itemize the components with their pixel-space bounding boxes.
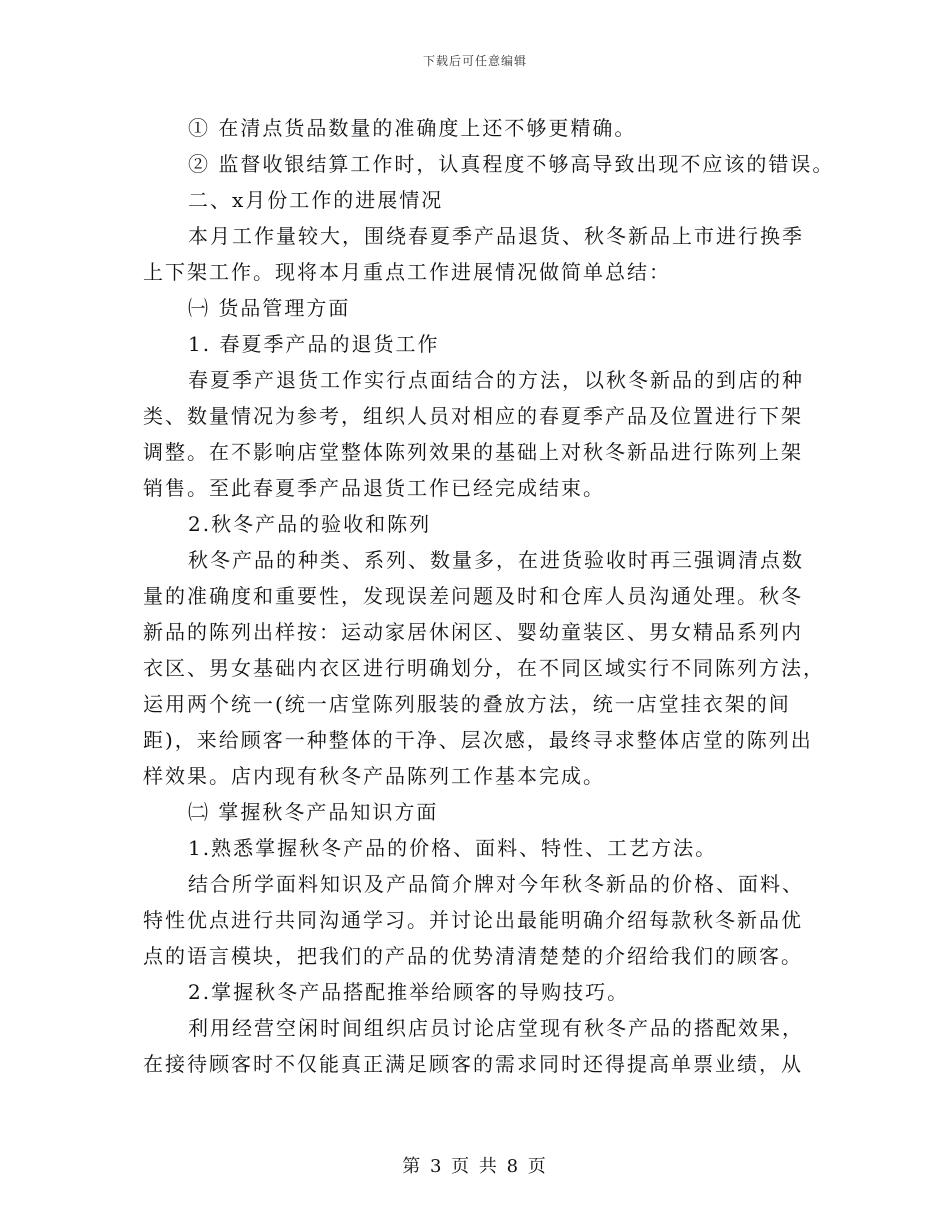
paragraph-line: 特性优点进行共同沟通学习。并讨论出最能明确介绍每款秋冬新品优 xyxy=(143,908,803,932)
paragraph-line: 结合所学面料知识及产品简介牌对今年秋冬新品的价格、面料、 xyxy=(188,872,804,896)
item-heading: 1. 春夏季产品的退货工作 xyxy=(188,332,440,356)
paragraph-line: 点的语言模块，把我们的产品的优势清清楚楚的介绍给我们的顾客。 xyxy=(143,944,803,968)
item-heading: 1.熟悉掌握秋冬产品的价格、面料、特性、工艺方法。 xyxy=(188,836,718,860)
paragraph-line: 量的准确度和重要性，发现误差问题及时和仓库人员沟通处理。秋冬 xyxy=(143,584,803,608)
paragraph-line: 销售。至此春夏季产品退货工作已经完成结束。 xyxy=(143,476,605,500)
paragraph-line: 调整。在不影响店堂整体陈列效果的基础上对秋冬新品进行陈列上架 xyxy=(143,440,803,464)
page-number-footer: 第 3 页 共 8 页 xyxy=(402,1156,548,1177)
paragraph-line: 运用两个统一(统一店堂陈列服装的叠放方法，统一店堂挂衣架的间 xyxy=(143,692,791,716)
item-heading: 2.秋冬产品的验收和陈列 xyxy=(188,512,432,536)
paragraph-line: 距)，来给顾客一种整体的干净、层次感，最终寻求整体店堂的陈列出 xyxy=(143,728,813,752)
section-heading: 二、x月份工作的进展情况 xyxy=(188,188,444,212)
paragraph-line: 上下架工作。现将本月重点工作进展情况做简单总结： xyxy=(143,260,671,284)
paragraph-line: 衣区、男女基础内衣区进行明确划分，在不同区域实行不同陈列方法， xyxy=(143,656,825,680)
item-heading: 2.掌握秋冬产品搭配推举给顾客的导购技巧。 xyxy=(188,980,630,1004)
paragraph-line: ① 在清点货品数量的准确度上还不够更精确。 xyxy=(188,116,637,140)
paragraph-line: 春夏季产退货工作实行点面结合的方法，以秋冬新品的到店的种 xyxy=(188,368,804,392)
document-body xyxy=(143,110,835,1082)
page-header: 下载后可任意编辑 xyxy=(422,54,527,68)
paragraph-line: 在接待顾客时不仅能真正满足顾客的需求同时还得提高单票业绩，从 xyxy=(143,1052,803,1076)
paragraph-line: 本月工作量较大，围绕春夏季产品退货、秋冬新品上市进行换季 xyxy=(188,224,804,248)
paragraph-line: ② 监督收银结算工作时，认真程度不够高导致出现不应该的错误。 xyxy=(188,152,835,176)
paragraph-line: 类、数量情况为参考，组织人员对相应的春夏季产品及位置进行下架 xyxy=(143,404,803,428)
subsection-heading: ㈠ 货品管理方面 xyxy=(188,296,351,320)
paragraph-line: 秋冬产品的种类、系列、数量多，在进货验收时再三强调清点数 xyxy=(188,548,804,572)
paragraph-line: 利用经营空闲时间组织店员讨论店堂现有秋冬产品的搭配效果， xyxy=(188,1016,804,1040)
paragraph-line: 新品的陈列出样按：运动家居休闲区、婴幼童装区、男女精品系列内 xyxy=(143,620,803,644)
subsection-heading: ㈡ 掌握秋冬产品知识方面 xyxy=(188,800,439,824)
paragraph-line: 样效果。店内现有秋冬产品陈列工作基本完成。 xyxy=(143,764,605,788)
